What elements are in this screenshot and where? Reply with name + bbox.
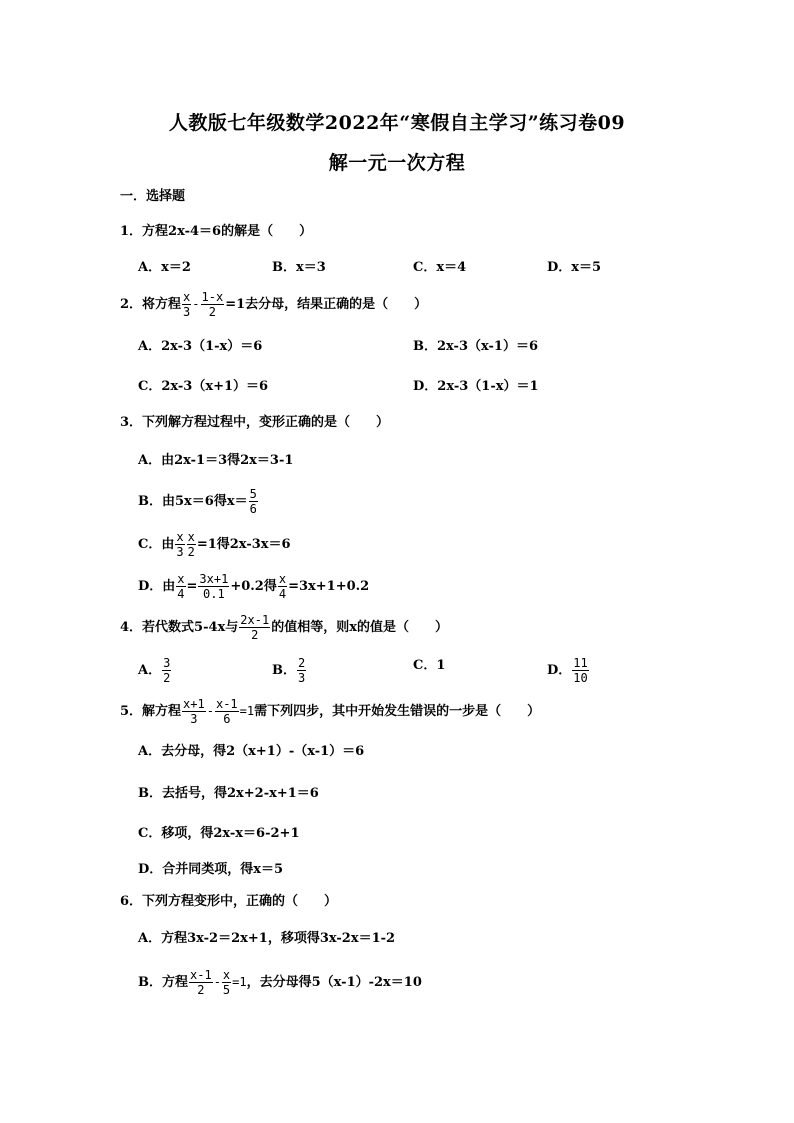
q3-d-f1-den: 4 — [177, 587, 185, 601]
q6-b-f1-num: x-1 — [190, 968, 212, 982]
q3-b-num: 5 — [249, 487, 257, 501]
q1-option-a: A．x＝2 — [138, 260, 191, 275]
q6-b-f2-num: x — [222, 968, 231, 982]
q4-b-den: 3 — [298, 671, 306, 685]
q5-option-d: D．合并同类项，得x＝5 — [138, 862, 284, 877]
q5-suffix: 需下列四步，其中开始发生错误的一步是（ ） — [254, 704, 541, 719]
q6-option-a: A．方程3x-2＝2x+1，移项得3x-2x＝1-2 — [138, 931, 396, 946]
q5-option-a: A．去分母，得2（x+1）-（x-1）＝6 — [138, 744, 365, 759]
q3-d-f1-num: x — [177, 572, 185, 586]
q4-b-num: 2 — [298, 656, 306, 670]
q3-c-prefix: C．由 — [138, 537, 175, 552]
q4-a-den: 2 — [163, 671, 171, 685]
q4-a-label: A． — [138, 663, 162, 678]
q5-equals-one: =1 — [239, 704, 255, 718]
q4-fraction — [239, 613, 270, 642]
q2-option-a: A．2x-3（1-x）＝6 — [138, 339, 263, 354]
q2-option-d: D．2x-3（1-x）＝1 — [413, 379, 539, 394]
q3-d-equals: = — [186, 579, 198, 594]
q1-option-b: B．x＝3 — [272, 260, 326, 275]
question-4-stem — [120, 613, 448, 642]
q5-fraction-1 — [182, 697, 206, 726]
q4-b-label: B． — [272, 663, 296, 678]
q4-a-num: 3 — [163, 656, 171, 670]
q3-c-f1-num: x — [176, 530, 184, 544]
worksheet-title: 人教版七年级数学2022年“寒假自主学习”练习卷09 — [168, 112, 626, 134]
q3-c-fraction-2 — [187, 530, 196, 559]
q3-d-fraction-2 — [198, 572, 229, 601]
q5-f2-num: x-1 — [215, 697, 238, 711]
q3-c-f2-den: 2 — [187, 545, 195, 559]
q6-b-suffix: ，去分母得5（x-1）-2x＝10 — [246, 975, 422, 990]
q3-c-fraction-1 — [175, 530, 184, 559]
q4-d-label: D． — [547, 663, 572, 678]
q3-option-a: A．由2x-1＝3得2x＝3-1 — [138, 453, 294, 468]
q2-f1-num: x — [183, 290, 191, 304]
q2-suffix: =1去分母，结果正确的是（ ） — [225, 297, 428, 312]
q4-option-a — [138, 656, 172, 685]
q3-option-b — [138, 487, 259, 516]
q3-b-text: B．由5x＝6得x＝ — [138, 494, 248, 509]
q4-b-fraction — [297, 656, 306, 685]
q1-option-d: D．x＝5 — [547, 260, 602, 275]
q6-option-b — [138, 968, 422, 997]
q3-d-middle: +0.2得 — [230, 579, 277, 594]
q4-d-num: 11 — [573, 656, 588, 670]
q3-c-f2-num: x — [187, 530, 195, 544]
q6-b-fraction-2 — [222, 968, 231, 997]
question-2-stem — [120, 290, 427, 319]
q3-d-suffix: =3x+1+0.2 — [288, 579, 370, 594]
q3-c-f1-den: 3 — [176, 545, 184, 559]
q2-f2-num: 1-x — [201, 290, 224, 304]
q6-b-prefix: B．方程 — [138, 975, 188, 990]
q4-suffix: 的值相等，则x的值是（ ） — [271, 620, 448, 635]
q3-b-fraction — [249, 487, 258, 516]
q6-b-f1-den: 2 — [197, 983, 205, 997]
question-5-stem — [120, 697, 540, 726]
q4-prefix: 4．若代数式5-4x与 — [120, 620, 239, 635]
q3-c-suffix: =1得2x-3x＝6 — [196, 537, 291, 552]
q5-prefix: 5．解方程 — [120, 704, 182, 719]
question-1-stem: 1．方程2x-4＝6的解是（ ） — [120, 224, 313, 239]
q2-option-b: B．2x-3（x-1）＝6 — [413, 339, 539, 354]
q4-option-c: C．1 — [413, 658, 446, 673]
q2-f1-den: 3 — [183, 305, 191, 319]
q3-option-d — [138, 572, 369, 601]
section-heading: 一．选择题 — [120, 189, 186, 204]
q5-f1-num: x+1 — [183, 697, 205, 711]
q6-b-minus: - — [213, 975, 221, 989]
q4-num: 2x-1 — [240, 613, 270, 627]
q4-a-fraction — [162, 656, 171, 685]
question-3-stem: 3．下列解方程过程中，变形正确的是（ ） — [120, 415, 390, 430]
q6-b-fraction-1 — [189, 968, 213, 997]
q2-fraction-2 — [201, 290, 225, 319]
q5-option-c: C．移项，得2x-x＝6-2+1 — [138, 826, 300, 841]
q4-option-d — [547, 656, 590, 685]
q3-d-f2-den: 0.1 — [203, 587, 225, 601]
q3-d-fraction-3 — [278, 572, 287, 601]
q3-option-c — [138, 530, 291, 559]
q5-f1-den: 3 — [190, 712, 198, 726]
worksheet-subtitle: 解一元一次方程 — [328, 152, 466, 174]
q1-option-c: C．x＝4 — [413, 260, 467, 275]
q6-b-f2-den: 5 — [222, 983, 231, 997]
q5-fraction-2 — [215, 697, 239, 726]
q2-prefix: 2．将方程 — [120, 297, 182, 312]
q3-d-prefix: D．由 — [138, 579, 176, 594]
q4-option-b — [272, 656, 307, 685]
q4-d-den: 10 — [573, 671, 588, 685]
question-6-stem: 6．下列方程变形中，正确的（ ） — [120, 894, 338, 909]
q3-d-f2-num: 3x+1 — [199, 572, 229, 586]
q5-f2-den: 6 — [223, 712, 231, 726]
q3-d-fraction-1 — [176, 572, 185, 601]
q3-d-f3-den: 4 — [278, 587, 287, 601]
q5-option-b: B．去括号，得2x+2-x+1＝6 — [138, 786, 319, 801]
q4-d-fraction — [572, 656, 588, 685]
q3-d-f3-num: x — [278, 572, 287, 586]
q4-den: 2 — [251, 628, 259, 642]
q2-fraction-1 — [182, 290, 191, 319]
q2-f2-den: 2 — [208, 305, 216, 319]
q6-b-equals-one: =1 — [232, 975, 247, 989]
q5-minus: - — [206, 704, 214, 718]
q3-b-den: 6 — [249, 502, 257, 516]
q2-option-c: C．2x-3（x+1）＝6 — [138, 379, 269, 394]
q2-minus: - — [192, 297, 200, 311]
